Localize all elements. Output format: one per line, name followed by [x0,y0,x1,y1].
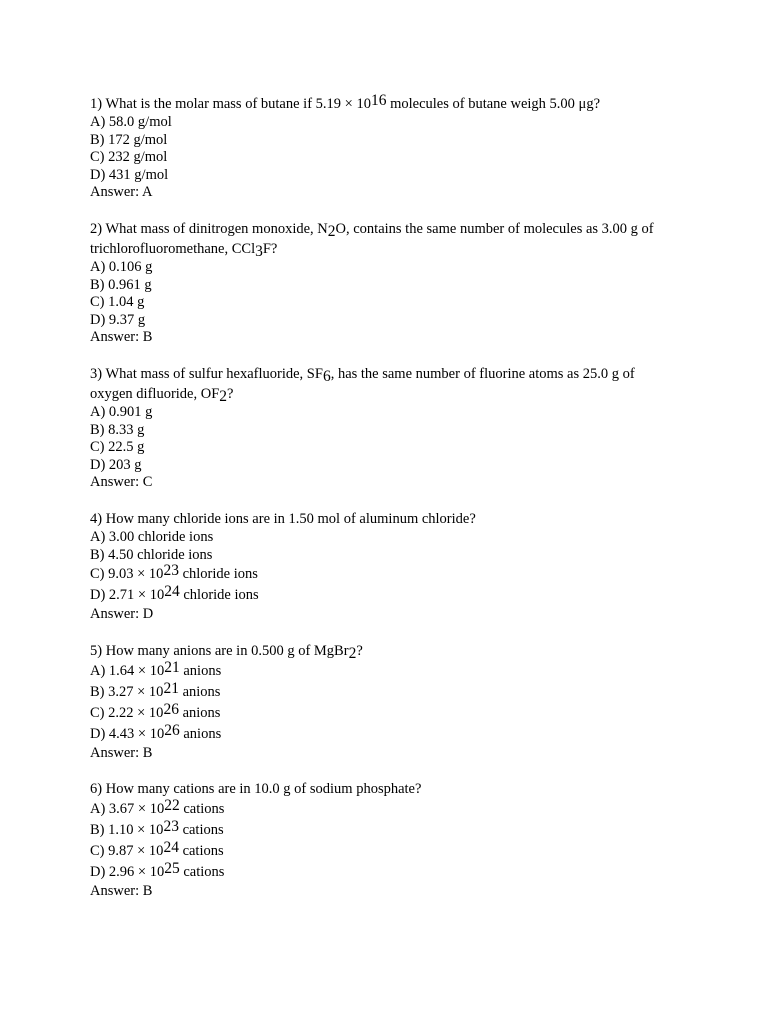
question-text [90,219,690,239]
question-number: 3) [90,365,103,382]
option-text: C) 9.03 × 10 [90,566,164,583]
question-text-part: F? [262,240,278,257]
option-text: D) 2.96 × 10 [90,864,165,881]
option-text: chloride ions [179,587,259,604]
option-c [90,841,690,862]
superscript: 21 [163,679,179,697]
question-number: 6) [90,781,103,798]
question-text-part: What mass of dinitrogen monoxide, N [105,220,328,237]
question-text-part: ? [356,642,363,659]
superscript: 21 [164,658,180,676]
option-b: B) 4.50 chloride ions [90,546,213,563]
option-c [90,700,690,724]
question-text-part: molecules of butane weigh 5.00 μg? [386,96,601,112]
document-page [90,94,690,918]
superscript: 24 [163,839,179,857]
question-1 [90,94,690,202]
question-text-part: ? [227,385,234,402]
question-text [90,509,690,529]
option-text: cations [178,822,224,839]
superscript: 26 [164,721,180,739]
question-text-part: O, contains the same number of molecules as 3.00 g of [335,220,654,237]
subscript: 2 [348,644,357,662]
answer: Answer: D [90,606,154,623]
option-b: B) 172 g/mol [90,131,168,148]
option-b [90,820,690,841]
option-text: cations [178,843,224,860]
answer: Answer: B [90,744,153,761]
question-2 [90,219,690,347]
question-number: 2) [90,220,103,237]
option-text: anions [179,725,222,742]
option-text: anions [178,704,221,721]
option-a: A) 3.00 chloride ions [90,528,214,545]
option-text: chloride ions [178,566,258,583]
answer: Answer: B [90,883,153,900]
option-text: C) 9.87 × 10 [90,843,164,860]
option-text: D) 4.43 × 10 [90,725,165,742]
question-text-line-2 [90,384,690,404]
question-text-part: trichlorofluoromethane, CCl [90,240,256,257]
option-d: D) 431 g/mol [90,166,169,183]
option-a: A) 58.0 g/mol [90,114,172,130]
option-d [90,862,690,883]
question-text-line-2 [90,239,690,259]
question-text [90,779,690,799]
option-a: A) 0.106 g [90,258,153,275]
question-5 [90,641,690,763]
question-text-part: How many chloride ions are in 1.50 mol of aluminum chloride? [105,510,476,527]
option-d: D) 9.37 g [90,311,146,328]
superscript: 22 [164,797,180,815]
option-d: D) 203 g [90,456,142,473]
option-text: A) 1.64 × 10 [90,662,165,679]
question-text-part: What is the molar mass of butane if 5.19 × 10 [105,96,371,112]
answer: Answer: C [90,474,153,491]
option-text: C) 2.22 × 10 [90,704,164,721]
superscript: 23 [163,818,179,836]
superscript: 16 [370,92,387,109]
option-d [90,585,690,606]
option-a [90,658,690,682]
subscript: 6 [322,367,331,385]
question-text-part: How many anions are in 0.500 g of MgBr [105,642,349,659]
question-number: 5) [90,642,103,659]
option-c: C) 232 g/mol [90,149,168,166]
question-text [90,364,690,384]
question-text-part: oxygen difluoride, OF [90,385,220,402]
answer: Answer: B [90,329,153,346]
superscript: 26 [163,700,179,718]
question-text-part: , has the same number of fluorine atoms as 25.0 g of [330,365,635,382]
question-text [90,94,690,114]
superscript: 23 [163,562,179,580]
subscript: 2 [327,222,336,240]
option-text: anions [178,683,221,700]
question-text-part: How many cations are in 10.0 g of sodium phosphate? [105,781,422,798]
option-b [90,679,690,703]
question-6 [90,779,690,901]
option-text: B) 3.27 × 10 [90,683,164,700]
question-3 [90,364,690,492]
option-b: B) 8.33 g [90,421,145,438]
option-a [90,799,690,820]
subscript: 2 [219,387,228,405]
option-c: C) 1.04 g [90,294,145,311]
option-text: A) 3.67 × 10 [90,801,165,818]
question-4 [90,509,690,624]
answer: Answer: A [90,184,153,201]
option-text: cations [179,864,225,881]
subscript: 3 [255,242,263,260]
superscript: 25 [164,860,180,878]
question-text [90,641,690,661]
superscript: 24 [164,583,180,601]
option-d [90,721,690,745]
option-b: B) 0.961 g [90,276,152,293]
question-number: 4) [90,510,103,527]
option-c [90,564,690,585]
question-text-part: What mass of sulfur hexafluoride, SF [105,365,323,382]
option-a: A) 0.901 g [90,403,153,420]
option-c: C) 22.5 g [90,439,145,456]
option-text: B) 1.10 × 10 [90,822,164,839]
question-number: 1) [90,96,103,112]
option-text: cations [179,801,225,818]
option-text: D) 2.71 × 10 [90,587,165,604]
option-text: anions [179,662,222,679]
